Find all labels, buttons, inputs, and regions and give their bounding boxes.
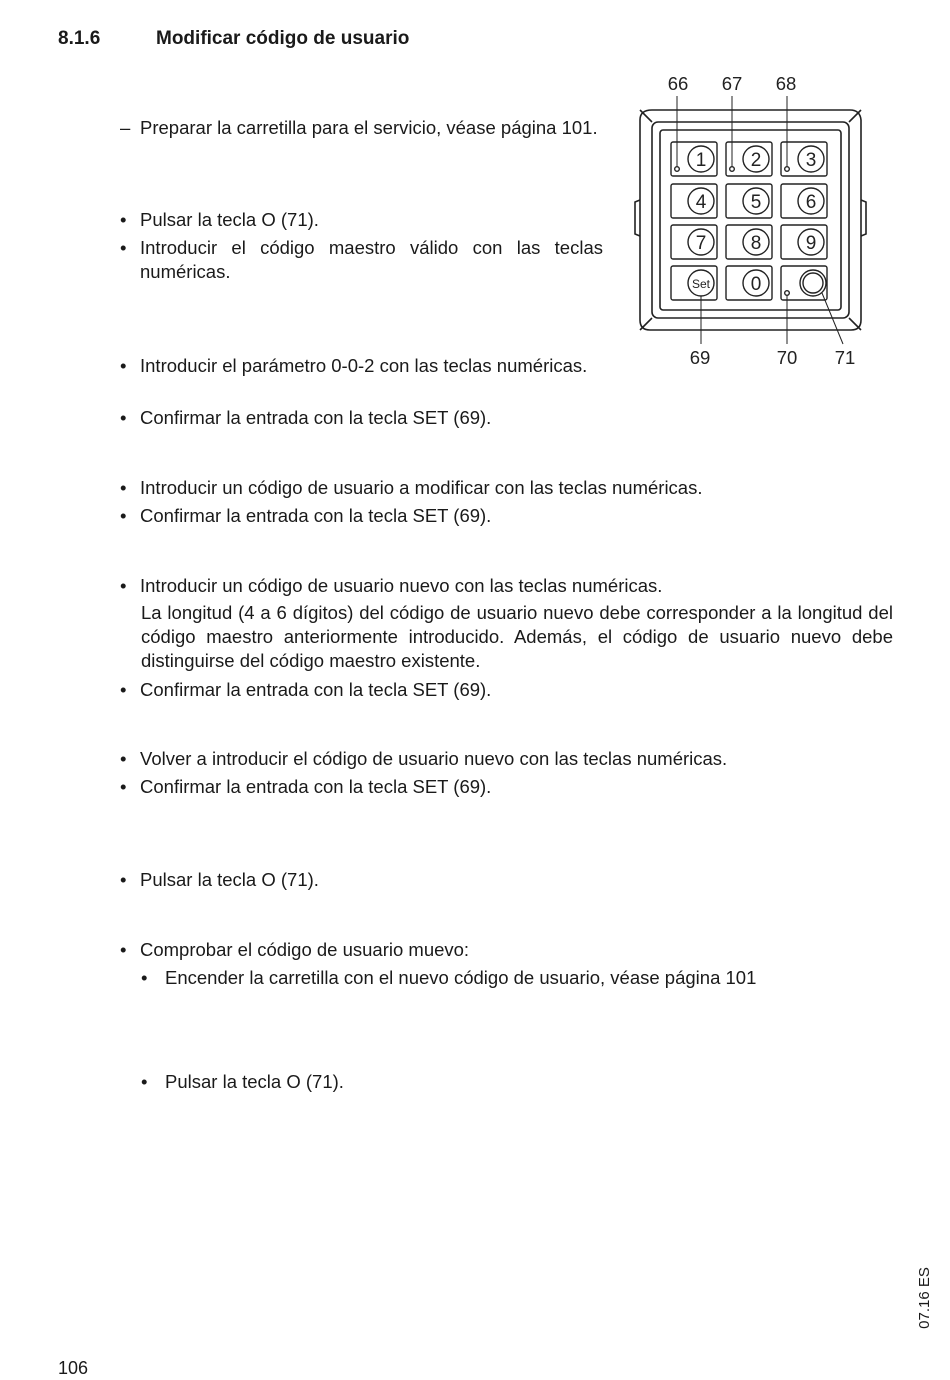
key-6[interactable] bbox=[781, 184, 827, 218]
page-number: 106 bbox=[58, 1358, 89, 1378]
step-text: Introducir un código de usuario nuevo con las teclas numéricas. bbox=[140, 575, 663, 596]
key-label: 4 bbox=[695, 192, 707, 213]
key-label: 5 bbox=[750, 192, 762, 213]
step-text: Pulsar la tecla O (71). bbox=[165, 1071, 344, 1092]
bullet-marker: • bbox=[120, 209, 127, 230]
step-text: Pulsar la tecla O (71). bbox=[140, 869, 319, 890]
led-68-icon bbox=[785, 167, 790, 172]
keypad-outer-frame bbox=[640, 110, 861, 330]
step-note: La longitud (4 a 6 dígitos) del código de usuario nuevo debe corresponder a la longitud del código maestro anteriormente introducido. Además, el código de usuario nuevo debe distinguirse del código maestro existente. bbox=[141, 602, 893, 671]
step-text: Introducir un código de usuario a modificar con las teclas numéricas. bbox=[140, 477, 703, 498]
key-0[interactable] bbox=[726, 266, 772, 300]
key-7[interactable] bbox=[671, 225, 717, 259]
step-text: Preparar la carretilla para el servicio, véase página 101. bbox=[140, 117, 598, 138]
callout-71: 71 bbox=[834, 347, 856, 368]
key-5[interactable] bbox=[726, 184, 772, 218]
o-key-circle bbox=[800, 270, 826, 296]
bullet-marker: • bbox=[120, 869, 127, 890]
bullet-marker: • bbox=[120, 939, 127, 960]
callout-68: 68 bbox=[775, 73, 797, 94]
key-label: 6 bbox=[805, 192, 817, 213]
key-label: 7 bbox=[695, 233, 707, 254]
key-4[interactable] bbox=[671, 184, 717, 218]
section-number: 8.1.6 bbox=[58, 28, 101, 49]
step-text: Confirmar la entrada con la tecla SET (69). bbox=[140, 505, 492, 526]
callout-66: 66 bbox=[667, 73, 689, 94]
callout-67: 67 bbox=[721, 73, 743, 94]
callout-70: 70 bbox=[776, 347, 798, 368]
bullet-marker: • bbox=[120, 505, 127, 526]
key-8[interactable] bbox=[726, 225, 772, 259]
key-label: 9 bbox=[805, 233, 817, 254]
key-label-set: Set bbox=[691, 277, 711, 291]
key-label: 8 bbox=[750, 233, 762, 254]
led-70-icon bbox=[785, 291, 790, 296]
led-67-icon bbox=[730, 167, 735, 172]
key-label: 3 bbox=[805, 150, 817, 171]
callout-69: 69 bbox=[689, 347, 711, 368]
keypad-figure bbox=[630, 68, 875, 378]
key-label: 1 bbox=[695, 150, 707, 171]
key-label: 2 bbox=[750, 150, 762, 171]
bullet-marker: • bbox=[120, 477, 127, 498]
bullet-marker: • bbox=[120, 679, 127, 700]
bullet-marker: • bbox=[120, 355, 127, 376]
step-text: Confirmar la entrada con la tecla SET (69). bbox=[140, 407, 492, 428]
step-text: Introducir el parámetro 0-0-2 con las teclas numéricas. bbox=[140, 355, 588, 376]
edition-label: 07.16 ES bbox=[916, 1267, 933, 1329]
led-66-icon bbox=[675, 167, 680, 172]
step-text: Comprobar el código de usuario muevo: bbox=[140, 939, 470, 960]
bullet-marker: • bbox=[141, 967, 148, 988]
bullet-marker: • bbox=[120, 575, 127, 596]
bullet-marker: • bbox=[141, 1071, 148, 1092]
step-text: Pulsar la tecla O (71). bbox=[140, 209, 319, 230]
step-text: Introducir el código maestro válido con las teclas numéricas. bbox=[140, 237, 603, 282]
dash-marker: – bbox=[120, 117, 131, 138]
step-text: Volver a introducir el código de usuario nuevo con las teclas numéricas. bbox=[140, 748, 728, 769]
bullet-marker: • bbox=[120, 776, 127, 797]
key-label: 0 bbox=[750, 274, 762, 295]
step-text: Encender la carretilla con el nuevo código de usuario, véase página 101 bbox=[165, 967, 757, 988]
key-9[interactable] bbox=[781, 225, 827, 259]
bullet-marker: • bbox=[120, 748, 127, 769]
step-text: Confirmar la entrada con la tecla SET (69). bbox=[140, 776, 492, 797]
bullet-marker: • bbox=[120, 237, 127, 258]
section-title: Modificar código de usuario bbox=[156, 28, 410, 49]
step-text: Confirmar la entrada con la tecla SET (69). bbox=[140, 679, 492, 700]
bullet-marker: • bbox=[120, 407, 127, 428]
